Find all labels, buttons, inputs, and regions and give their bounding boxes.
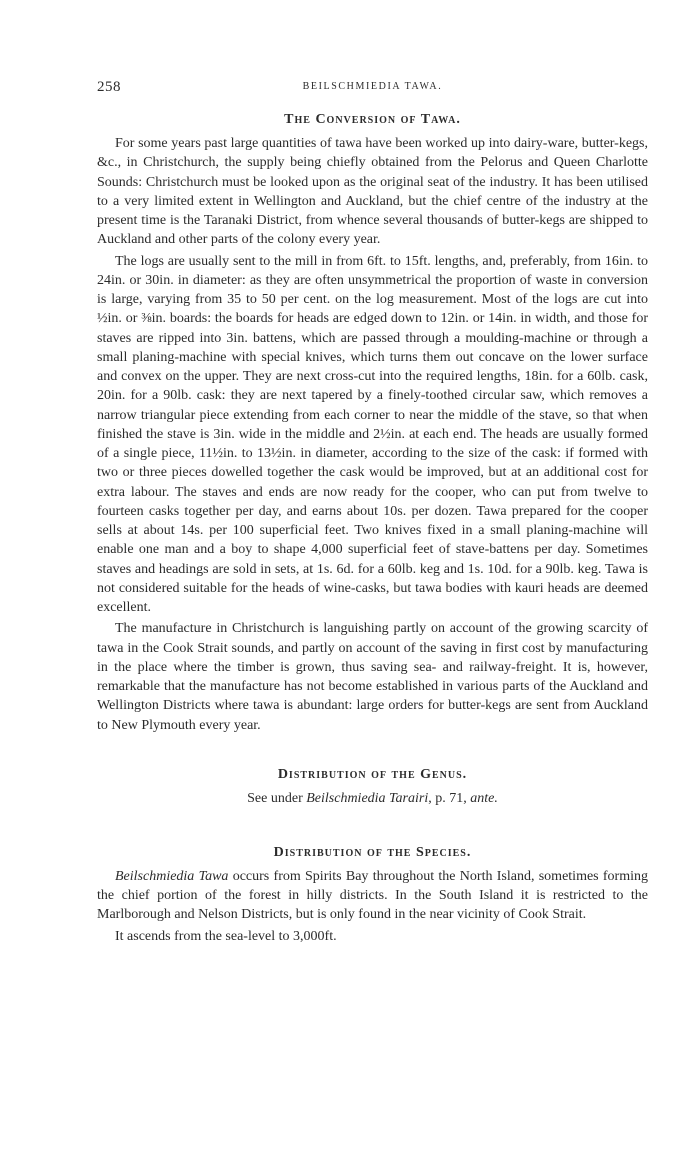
see-under-reference [97,789,648,809]
section-heading-species: Distribution of the Species. [273,844,472,860]
see-under-ante: ante. [470,790,498,806]
page-body [97,110,648,946]
paragraph-conversion-3: The manufacture in Christchurch is languishing partly on account of the growing scarcity of tawa in the Cook Strait sounds, and partly on account of the saving in first cost by manufacturing in the place where the timber is grown, thus saving sea- and railway-freight. It is, however, remarkable that the manufacture has not become established in various parts of the Auckland and Wellington Districts where tawa is abundant: large orders for butter-kegs are sent from Auckland to New Plymouth every year. [97,621,648,733]
paragraph-conversion-2: The logs are usually sent to the mill in from 6ft. to 15ft. lengths, and, preferably, from 16in. to 24in. or 30in. in diameter: as they are often unsymmetrical the proportion of waste in conversion is large, varying from 35 to 50 per cent. on the log measurement. Most of the logs are cut into ½in. or ⅜in. boards: the boards for heads are edged down to 12in. or 14in. in width, and those for staves are ripped into 3in. battens, which are passed through a moulding-machine or through a small planing-machine with special knives, which turns them out concave on the lower surface and convex on the upper. They are next cross-cut into the required lengths, 18in. for a 60lb. cask, 20in. for a 90lb. cask: they are next tapered by a finely-toothed circular saw, which removes a narrow triangular piece extending from each corner to near the middle of the stave, so that when finished the stave is 3in. wide in the middle and 2½in. at each end. The heads are usually formed of a single piece, 11½in. to 13½in. in diameter, according to the size of the cask: if formed with two or three pieces dowelled together the cask would be improved, but at an additional cost for extra labour. The staves and ends are now ready for the cooper, who can put from twelve to fourteen casks together per day, and earns about 10s. per dozen. Tawa prepared for the cooper sells at about 14s. per 100 superficial feet. Two knives fixed in a small planing-machine will enable one man and a boy to shape 4,000 superficial feet of stave-battens per day. Sometimes staves and headings are sold in sets, at 1s. 6d. for a 60lb. keg and 1s. 10d. for a 90lb. keg. Tawa is not considered suitable for the heads of wine-casks, but tawa bodies with kauri heads are deemed excellent. [97,253,648,615]
section-heading-genus: Distribution of the Genus. [277,766,468,782]
paragraph-species-2: It ascends from the sea-level to 3,000ft. [115,928,337,944]
paragraph-species-1 [97,867,648,925]
see-under-prefix: See under [247,790,307,806]
species-name: Beilschmiedia Tawa [115,868,229,884]
see-under-page: , p. 71, [428,790,471,806]
running-head: BEILSCHMIEDIA TAWA. [302,81,443,92]
species-text: occurs from Spirits Bay throughout the North Island, sometimes forming the chief portion of the forest in hilly districts. In the South Island it is restricted to the Marlborough and Nelson Districts, but is only found in the near vicinity of Cook Strait. [97,868,648,923]
page-header [97,79,648,97]
see-under-species: Beilschmiedia Tarairi [306,790,429,806]
section-heading-conversion: The Conversion of Tawa. [284,112,461,127]
paragraph-conversion-1: For some years past large quantities of tawa have been worked up into dairy-ware, butter-kegs, &c., in Christchurch, the supply being chiefly obtained from the Pelorus and Queen Charlotte Sounds: Christchurch must be looked upon as the original seat of the industry. It has been utilised to a very limited extent in Wellington and Auckland, but the chief centre of the industry at the present time is the Taranaki District, from whence several thousands of butter-kegs are shipped to Auckland and other parts of the colony every year. [97,136,648,248]
page-number: 258 [97,79,121,95]
